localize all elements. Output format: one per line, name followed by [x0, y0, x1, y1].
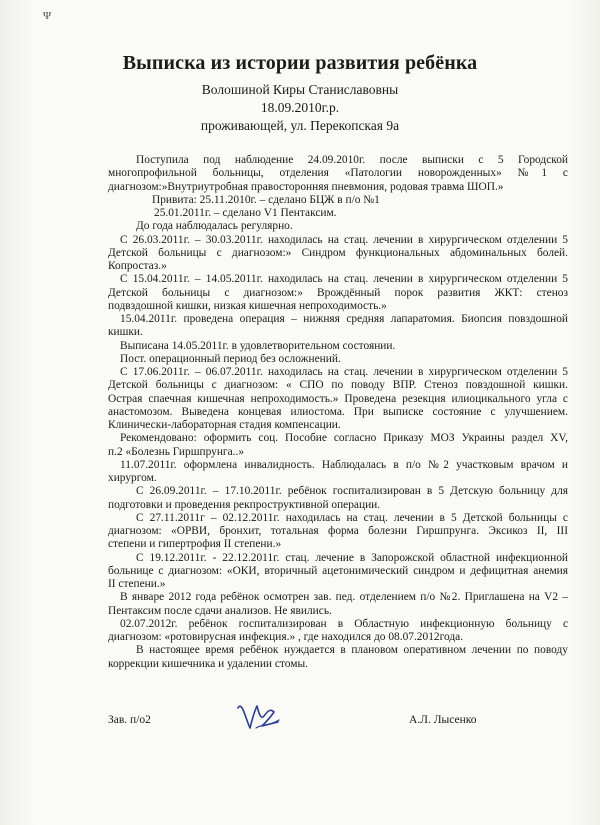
patient-birthdate: 18.09.2010г.р. [260, 100, 340, 115]
document-footer [108, 712, 568, 752]
paragraph-admission [108, 154, 568, 194]
paragraph-hospital-5 [108, 512, 568, 552]
paragraph-january [108, 591, 568, 618]
signature-icon [234, 698, 282, 732]
text-line: Поступила под наблюдение 24.09.2010г. после выписки с 5 Городской [136, 154, 568, 166]
text-line: Детской больницы с диагнозом: « СПО по поводу ВПР. Стеноз повздошной кишки. [108, 379, 568, 392]
text-line: диагнозом:»Внутриутробная правосторонняя пневмония, родовая травма ШОП.» [108, 180, 504, 193]
text-line: II степени.» [108, 578, 166, 590]
text-line: п.2 «Болезнь Гиршпрунга..» [108, 445, 245, 458]
text-line: подготовки и проведения рекпроструктивной операции. [108, 498, 381, 511]
text-line: С 19.12.2011г. - 22.12.2011г. стац. лечение в Запорожской областной инфекционной [136, 551, 568, 564]
text-line: хирургом. [108, 472, 157, 484]
text-line: анастомозом. Выведена концевая илиостома. При выписке состояние с улучшением. [108, 405, 568, 418]
text-line: 25.01.2011г. – сделано V1 Пентаксим. [154, 207, 337, 219]
text-line: степени и гипертрофия II степени.» [108, 538, 282, 551]
paragraph-regular [108, 220, 568, 233]
text-line: диагнозом: «ротовирусная инфекция.» , где находился до 08.07.2012года. [108, 631, 464, 643]
paragraph-recommendation [108, 432, 568, 459]
paragraph-hospital-6 [108, 552, 568, 592]
text-line: С 27.11.2011г – 02.12.2011г. находилась на стац. лечении в 5 Детской больницы с [136, 511, 568, 524]
text-line: Острая спаечная кишечная непроходимость.» Проведена резекция илиоцикального угла с [108, 392, 568, 405]
paragraph-vaccination [108, 194, 568, 221]
signatory-name: А.Л. Лысенко [409, 714, 477, 726]
text-line: Выписана 14.05.2011г. в удовлетворительном состоянии. [120, 339, 396, 352]
text-line: С 15.04.2011г. – 14.05.2011г. находилась на стац. лечении в хирургическом отделении 5 [120, 273, 568, 286]
paragraph-hospital-3 [108, 366, 568, 432]
text-line: 02.07.2012г. ребёнок госпитализирован в Областную инфекционную больницу с [120, 617, 568, 630]
text-line: диагнозом: «ОРВИ, бронхит, тотальная форма болезни Гиршпрунга. Эксикоз II, III [108, 525, 568, 537]
text-line: подвздошной кишки, низкая кишечная непроходимость.» [108, 299, 387, 312]
text-line: С 17.06.2011г. – 06.07.2011г. находилась на стац. лечении в хирургическом отделении 5 [120, 366, 568, 378]
position-title: Зав. п/о2 [108, 714, 151, 726]
text-line: Детской больницы с диагнозом:» Врождённый порок развития ЖКТ: стеноз [108, 286, 568, 299]
document-header [0, 52, 600, 135]
text-line: 11.07.2011г. оформлена инвалидность. Наблюдалась в п/о №2 участковым врачом и [120, 458, 568, 471]
paragraph-disability [108, 459, 568, 486]
text-line: Рекомендовано: оформить соц. Пособие согласно Приказу МОЗ Украины раздел XV, [120, 432, 568, 445]
text-line: До года наблюдалась регулярно. [136, 220, 293, 233]
text-line: многопрофильной больницы, отделения «Патологии новорожденных» №1 с [108, 167, 568, 180]
text-line: С 26.03.2011г. – 30.03.2011г. находилась на стац. лечении в хирургическом отделении 5 [120, 233, 568, 246]
text-line: Клинически-лабораторная стадия компенсации. [108, 419, 341, 431]
paragraph-hospital-1 [108, 234, 568, 274]
text-line: больнице с диагнозом: «ОКИ, вторичный ацетонимический синдром и дефицитная анемия [108, 564, 568, 577]
text-line: Детской больницы с диагнозом:» Синдром функциональных абдоминальных болей. [108, 246, 568, 259]
text-line: коррекции кишечника и удалении стомы. [108, 657, 308, 670]
paragraph-postop [108, 353, 568, 366]
text-line: Пост. операционный период без осложнений. [120, 352, 341, 365]
text-line: В январе 2012 года ребёнок осмотрен зав. пед. отделением п/о №2. Приглашена на V2 – [120, 591, 568, 604]
text-line: 15.04.2011г. проведена операция – нижняя средняя лапаратомия. Биопсия повздошной [120, 313, 568, 325]
patient-address: проживающей, ул. Перекопская 9а [200, 118, 400, 133]
paragraph-current [108, 644, 568, 671]
patient-name: Волошиной Киры Станиславовны [201, 82, 399, 97]
document-title: Выписка из истории развития ребёнка [122, 52, 478, 74]
text-line: В настоящее время ребёнок нуждается в плановом оперативном лечении по поводу [136, 644, 568, 657]
text-line: Привита: 25.11.2010г. – сделано БЦЖ в п/о №1 [152, 193, 380, 206]
text-line: Копростаз.» [108, 260, 167, 272]
text-line: кишки. [108, 326, 143, 339]
document-body [108, 154, 568, 671]
paragraph-operation [108, 313, 568, 340]
text-line: Пентаксим после сдачи анализов. Не явились. [108, 604, 332, 617]
paragraph-hospital-4 [108, 485, 568, 512]
paragraph-discharged [108, 340, 568, 353]
corner-mark: Ψ [43, 10, 52, 22]
paragraph-infection [108, 618, 568, 645]
text-line: С 26.09.2011г. – 17.10.2011г. ребёнок госпитализирован в 5 Детскую больницу для [136, 485, 568, 498]
paragraph-hospital-2 [108, 273, 568, 313]
